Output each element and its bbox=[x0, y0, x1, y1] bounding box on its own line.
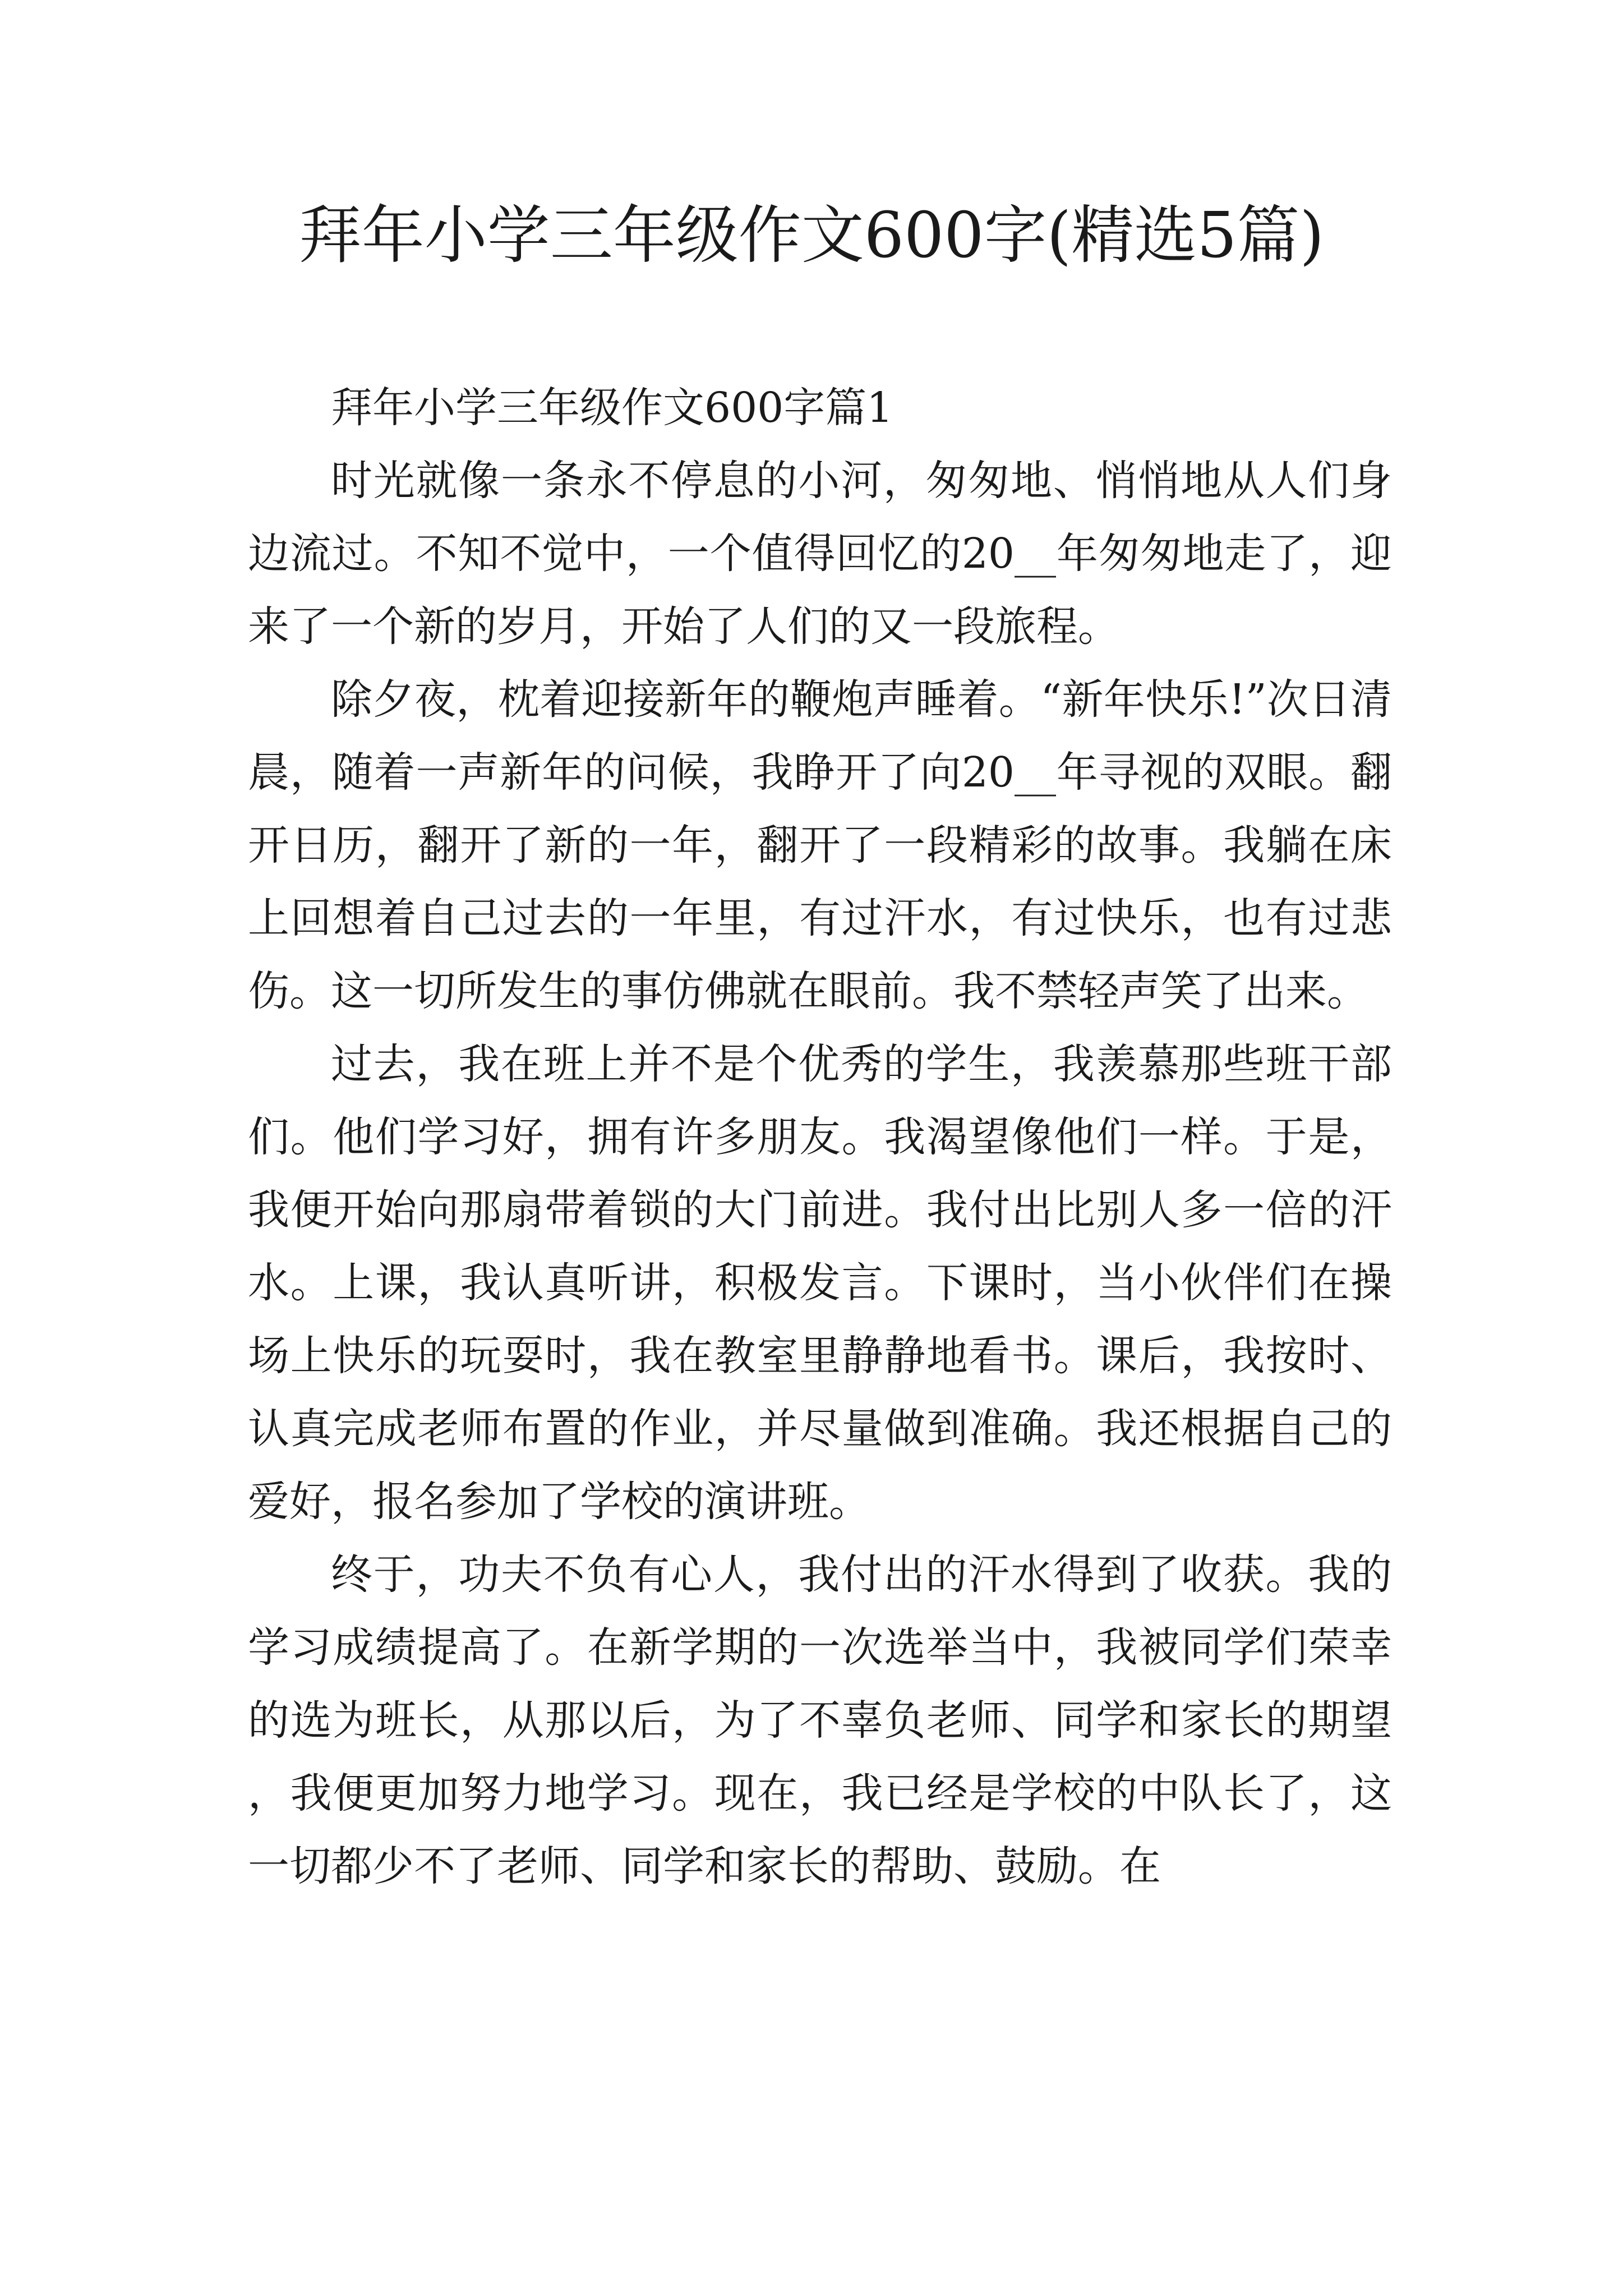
paragraph-4: 终于，功夫不负有心人，我付出的汗水得到了收获。我的学习成绩提高了。在新学期的一次选举当中，我被同学们荣幸的选为班长，从那以后，为了不辜负老师、同学和家长的期望，我便更加努力地学习。现在，我已经是学校的中队长了，这一切都少不了老师、同学和家长的帮助、鼓励。在 bbox=[248, 1550, 1392, 1890]
document-title: 拜年小学三年级作文600字(精选5篇) bbox=[298, 199, 1325, 272]
section-heading: 拜年小学三年级作文600字篇1 bbox=[331, 384, 893, 432]
paragraph-1: 时光就像一条永不停息的小河，匆匆地、悄悄地从人们身边流过。不知不觉中，一个值得回忆的20__年匆匆地走了，迎来了一个新的岁月，开始了人们的又一段旅程。 bbox=[248, 457, 1392, 651]
paragraph-3: 过去，我在班上并不是个优秀的学生，我羡慕那些班干部们。他们学习好，拥有许多朋友。我渴望像他们一样。于是，我便开始向那扇带着锁的大门前进。我付出比别人多一倍的汗水。上课，我认真听讲，积极发言。下课时，当小伙伴们在操场上快乐的玩耍时，我在教室里静静地看书。课后，我按时、认真完成老师布置的作业，并尽量做到准确。我还根据自己的爱好，报名参加了学校的演讲班。 bbox=[248, 1040, 1392, 1526]
paragraph-2: 除夕夜，枕着迎接新年的鞭炮声睡着。“新年快乐!”次日清晨，随着一声新年的问候，我睁开了向20__年寻视的双眼。翻开日历，翻开了新的一年，翻开了一段精彩的故事。我躺在床上回想着自己过去的一年里，有过汗水，有过快乐，也有过悲伤。这一切所发生的事仿佛就在眼前。我不禁轻声笑了出来。 bbox=[248, 675, 1392, 1015]
document-body bbox=[248, 371, 1392, 1903]
